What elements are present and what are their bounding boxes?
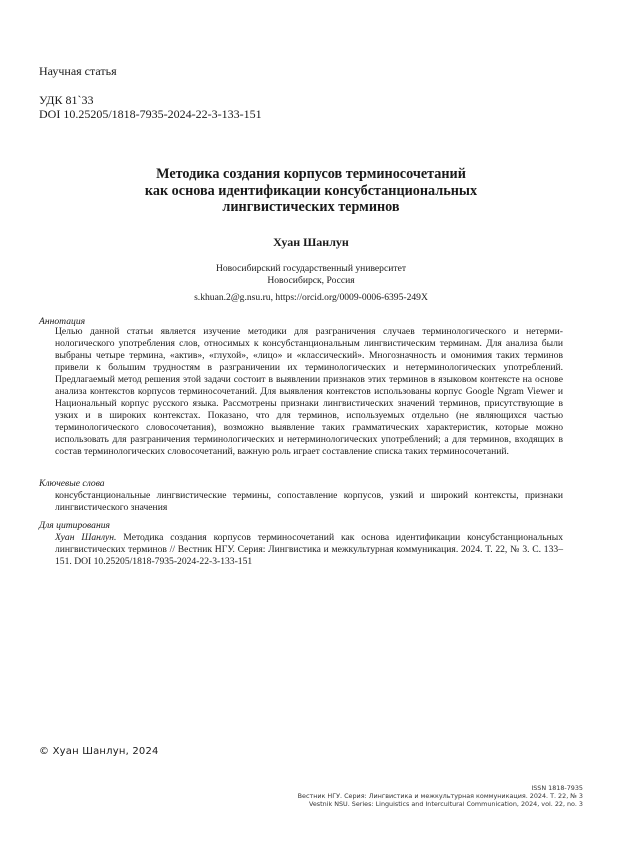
citation-label: Для цитирования xyxy=(39,520,110,531)
author-contact[interactable]: s.khuan.2@g.nsu.ru, https://orcid.org/0009-0006-6395-249X xyxy=(194,292,428,303)
citation-text: Методика создания корпусов терминосочетаний как основа идентификации консубстанциональных лингвистических терминов // Вестник НГУ. Серия: Лингвистика и межкультурная коммуникация. 2024. Т. 22, № 3. С. 133–151. DOI 10.25205/1818-7935-2024-22-3-133-151 xyxy=(55,532,564,567)
udk-code: УДК 81`33 xyxy=(39,93,94,107)
journal-ru: Вестник НГУ. Серия: Лингвистика и межкультурная коммуникация. 2024. Т. 22, № 3 xyxy=(297,792,583,801)
keywords-label: Ключевые слова xyxy=(39,478,105,489)
university: Новосибирский государственный университет xyxy=(215,263,407,274)
article-title xyxy=(60,166,562,216)
title-line: лингвистических терминов xyxy=(222,199,400,216)
journal-footer xyxy=(298,784,583,809)
doi[interactable]: DOI 10.25205/1818-7935-2024-22-3-133-151 xyxy=(39,107,262,121)
copyright: © Хуан Шанлун, 2024 xyxy=(39,746,159,757)
abstract-label: Аннотация xyxy=(39,316,86,327)
abstract-text: Целью данной статьи является изучение методики для разграничения случаев терминологического и нетерминологического употребления слов, относимых к консубстанциональным лингвистическим терминам. Для анализа были выбраны четыре термина, «актив», «глухой», «лицо» и «классический». Многозначность и омонимия таких терминов привели к большим трудностям в разграничении их терминологических и нетерминологических употреблений. Предлагаемый метод решения этой задачи состоит в выявлении признаков этих терминов в языковом контексте на основе анализа контекстов корпусов терминосочетаний. Для выявления контекстов использованы корпус Google Ngram Viewer и Национальный корпус русского языка. Рассмотрены признаки лингвистических значений терминов, присутствующие в узких и в широких контекстах. Показано, что для терминов, используемых отдельно (не являющихся частью терминологического словосочетания), возможно выявление таких грамматических характеристик, которые можно использовать для разграничения терминологических и нетерминологических употреблений; а для терминов, входящих в состав терминологических словосочетаний, важную роль играет составление списка таких терминосочетаний. xyxy=(55,326,563,457)
city: Новосибирск, Россия xyxy=(267,275,355,286)
citation-block xyxy=(55,532,563,568)
title-line: Методика создания корпусов терминосочетаний xyxy=(156,166,466,182)
identifiers xyxy=(39,93,262,121)
article-type: Научная статья xyxy=(39,64,117,78)
journal-en: Vestnik NSU. Series: Linguistics and Intercultural Communication, 2024, vol. 22, no. 3 xyxy=(309,800,583,809)
issn: ISSN 1818-7935 xyxy=(531,784,583,792)
title-line: как основа идентификации консубстанциональных xyxy=(144,182,478,199)
author-name: Хуан Шанлун xyxy=(273,235,349,249)
keywords-text: консубстанциональные лингвистические термины, сопоставление корпусов, узкий и широкий контексты, признаки лингвистического значения xyxy=(55,490,563,513)
affiliation xyxy=(0,263,622,287)
citation-author: Хуан Шанлун. xyxy=(55,532,117,543)
